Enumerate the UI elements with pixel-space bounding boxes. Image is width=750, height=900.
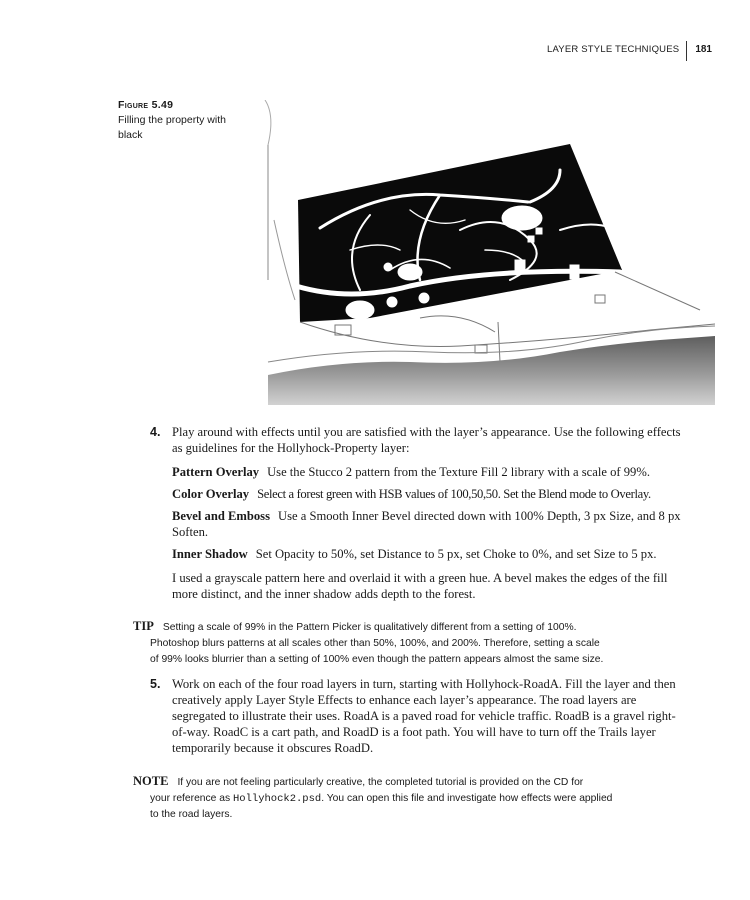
effect-name: Color Overlay [172, 487, 250, 501]
effect-name: Pattern Overlay [172, 465, 260, 479]
effect-item [172, 464, 685, 480]
tip-block [133, 618, 688, 668]
tip-line: Setting a scale of 99% in the Pattern Picker is qualitatively different from a setting of 100%. [162, 622, 577, 633]
effect-item [172, 508, 685, 540]
effect-name: Inner Shadow [172, 547, 248, 561]
note-text: your reference as [150, 793, 233, 804]
effect-item [172, 486, 685, 502]
effect-description: Select a forest green with HSB values of 100,50,50. Set the Blend mode to Overlay. [257, 487, 651, 501]
effect-description: Use a Smooth Inner Bevel directed down with 100% Depth, 3 px Size, and 8 px Soften. [172, 509, 681, 539]
note-line: to the road layers. [150, 809, 233, 820]
step-intro: Play around with effects until you are satisfied with the layer’s appearance. Use the following effects as guidelines for the Hollyhock-Property layer: [172, 425, 681, 455]
filename: Hollyhock2.psd [233, 793, 322, 805]
tip-label: TIP [133, 619, 154, 633]
figure-description: Filling the property with black [118, 114, 226, 141]
effect-description: Set Opacity to 50%, set Distance to 5 px, set Choke to 0%, and set Size to 5 px. [255, 547, 657, 561]
tip-line: Photoshop blurs patterns at all scales other than 50%, 100%, and 200%. Therefore, setting a scale [150, 638, 600, 649]
step-text: Work on each of the four road layers in turn, starting with Hollyhock-RoadA. Fill the layer and then creatively apply Layer Style Effects to enhance each layer’s appearance. The road layers are segregated to illustrate their uses. RoadA is a paved road for vehicle traffic. RoadB is a gravel right-of-way. RoadC is a cart path, and RoadD is a foot path. You will have to turn off the Trails layer temporarily because it obscures RoadD. [172, 677, 676, 755]
effect-description: Use the Stucco 2 pattern from the Texture Fill 2 library with a scale of 99%. [267, 465, 650, 479]
figure-caption [118, 98, 238, 143]
note-block [133, 773, 688, 823]
step-number: 4. [150, 425, 161, 439]
step-number: 5. [150, 677, 161, 691]
running-title: LAYER STYLE TECHNIQUES [546, 44, 680, 55]
effect-name: Bevel and Emboss [172, 509, 270, 523]
effect-item [172, 546, 685, 562]
note-label: NOTE [133, 774, 169, 788]
note-line [133, 791, 688, 807]
site-plan-map-icon [260, 100, 715, 405]
running-header [547, 41, 712, 61]
step-4 [150, 424, 685, 602]
page-number: 181 [695, 44, 712, 55]
step-closing: I used a grayscale pattern here and overlaid it with a green hue. A bevel makes the edges of the fill more distinct, and the inner shadow adds depth to the forest. [172, 571, 668, 601]
tip-line: of 99% looks blurrier than a setting of 100% even though the pattern appears almost the same size. [150, 654, 604, 665]
figure-label: Figure 5.49 [118, 99, 174, 111]
step-5 [150, 676, 685, 756]
note-line: If you are not feeling particularly creative, the completed tutorial is provided on the CD for [177, 777, 584, 788]
note-text: . You can open this file and investigate how effects were applied [321, 793, 613, 804]
